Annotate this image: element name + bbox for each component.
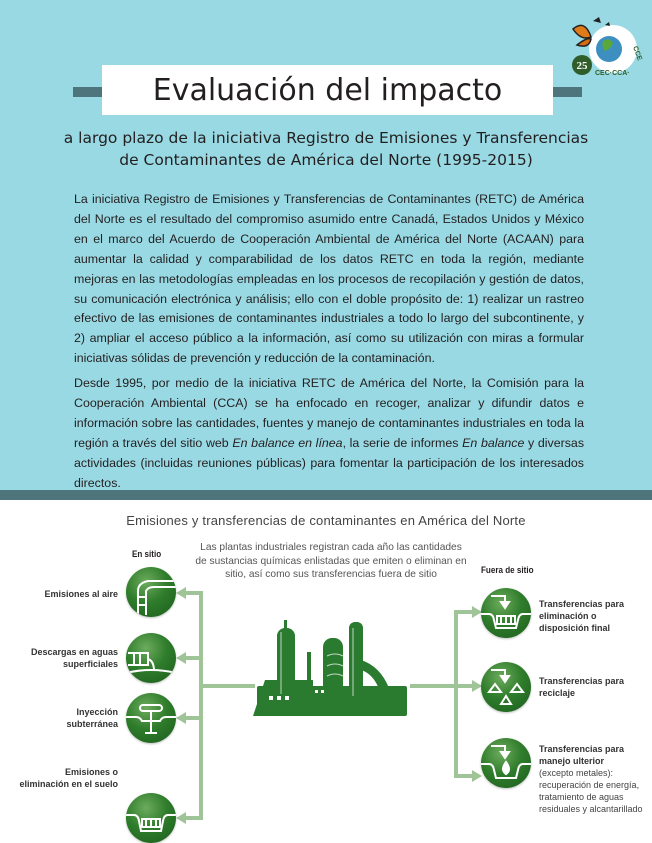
recycling-transfer-icon: [481, 662, 531, 712]
off-site-label-further: [539, 743, 644, 815]
paragraph-text: Desde 1995, por medio de la iniciativa RETC de América del Norte, la Comisión para la Cooperación Ambiental (CCA) se ha enfocado en recoger, analizar y difundir datos e información sobre las cantidades, fuentes y manejo de contaminantes industriales en toda la región a través del sitio web: [74, 376, 584, 450]
diagram-title: Emisiones y transferencias de contaminantes en América del Norte: [126, 513, 526, 528]
arrow-head: [176, 712, 186, 724]
report-series-name: En balance: [462, 435, 525, 450]
water-discharge-icon: [126, 633, 176, 683]
on-site-label-water: Descargas en aguas superficiales: [30, 647, 118, 669]
air-emission-icon: [126, 567, 176, 617]
land-disposal-icon: [126, 793, 176, 843]
on-site-heading: En sitio: [132, 549, 162, 560]
arrow-head: [176, 652, 186, 664]
further-label-main: Transferencias para manejo ulterior: [539, 744, 625, 766]
subtitle-line-2: de Contaminantes de América del Norte (1995-2015): [119, 151, 533, 169]
arrow-head: [176, 587, 186, 599]
industrial-plant-icon: [253, 620, 413, 720]
on-site-label-air: Emisiones al aire: [44, 589, 118, 599]
svg-text:CCE: CCE: [631, 45, 643, 62]
website-name: En balance en línea: [232, 435, 343, 450]
underground-injection-icon: [126, 693, 176, 743]
disposal-transfer-icon: [481, 588, 531, 638]
further-label-note: (excepto metales): recuperación de energía, tratamiento de aguas residuales y alcantarillado: [539, 768, 643, 814]
arrow-head: [176, 812, 186, 824]
off-site-heading: Fuera de sitio: [481, 565, 534, 576]
page-title: Evaluación del impacto: [152, 72, 503, 108]
diagram-description: Las plantas industriales registran cada año las cantidades de sustancias químicas enlistadas que emiten o eliminan en sitio, así como sus transferencias fuera de sitio: [195, 542, 467, 580]
svg-text:CEC·CCA·: CEC·CCA·: [595, 70, 630, 77]
paragraph-text: y diversas actividades (incluidas reuniones públicas) para fomentar la participación de los interesados directos.: [74, 435, 585, 490]
paragraph-text: , la serie de informes: [342, 435, 463, 450]
intro-paragraph-1: La iniciativa Registro de Emisiones y Transferencias de Contaminantes (RETC) de América del Norte es el resultado del compromiso asumido entre Canadá, Estados Unidos y México en el marco del Acuerdo de Cooperación Ambiental de América del Norte (ACAAN) para aumentar la calidad y comparabilidad de los datos RETC en toda la región, mediante mejoras en las metodologías empleadas en los procesos de recopilación y gestión de datos, su comunicación electrónica y análisis; ello con el doble propósito de: 1) realizar un rastreo efectivo de las emisiones de contaminantes industriales a todo lo largo del subcontinente, y 2) ampliar el acceso público a la información, así como su utilización con miras a formular iniciativas sólidas de prevención y reducción de la contaminación.: [74, 192, 584, 366]
svg-text:25: 25: [576, 60, 588, 72]
further-management-transfer-icon: [481, 738, 531, 788]
on-site-label-injection: Inyección subterránea: [66, 707, 118, 729]
off-site-label-recycling: Transferencias para reciclaje: [539, 676, 625, 698]
subtitle-line-1: a largo plazo de la iniciativa Registro de Emisiones y Transferencias: [63, 129, 589, 147]
on-site-label-land: Emisiones o eliminación en el suelo: [19, 767, 118, 789]
off-site-label-disposal: Transferencias para eliminación o disposición final: [539, 599, 625, 633]
